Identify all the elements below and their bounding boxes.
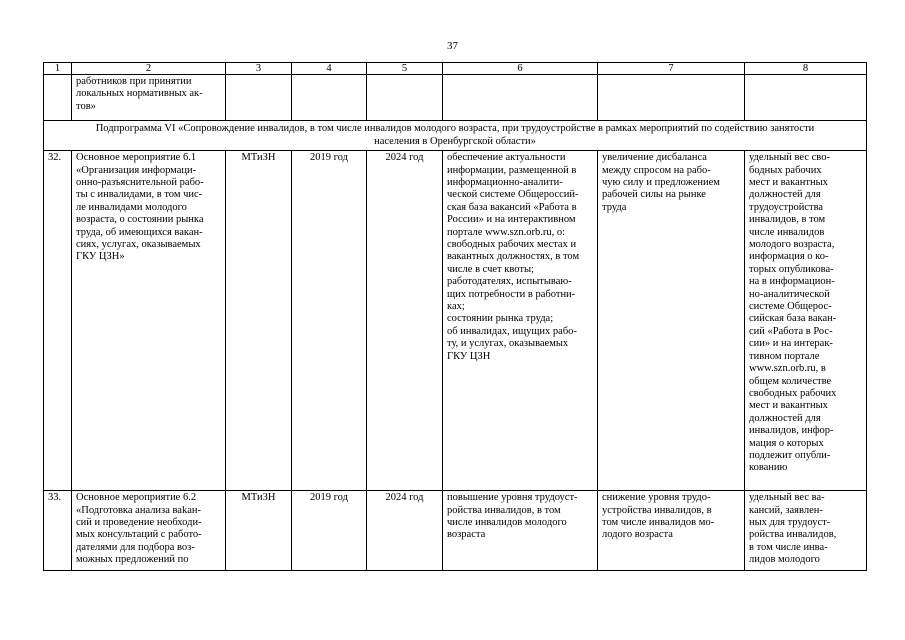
subprogram-title: Подпрограмма VI «Сопровождение инвалидов, в том числе инвалидов молодого возраста, при трудоустройстве в рамках мероприятий по содействию занятости населения в Оренбургской области» (44, 121, 867, 151)
end-cell: 2024 год (367, 151, 443, 491)
event-cell: Основное мероприятие 6.1 «Организация информаци- онно-разъяснительной рабо- ты с инвалидами, в том чис- ле инвалидами молодого возраста, о состоянии рынка труда, об имеющихся вакан- сиях, услугах, оказываемых ГКУ ЦЗН» (72, 151, 226, 491)
header-cell: 4 (292, 63, 367, 75)
executor-cell: МТиЗН (226, 491, 292, 571)
table-row (44, 491, 867, 571)
header-cell: 7 (598, 63, 745, 75)
header-cell: 3 (226, 63, 292, 75)
executor-cell: МТиЗН (226, 151, 292, 491)
header-cell: 6 (443, 63, 598, 75)
header-cell: 5 (367, 63, 443, 75)
event-cell: Основное мероприятие 6.2 «Подготовка анализа ваkан- сий и проведение необходи- мых консультаций с работо- дателями для подбора воз- можных предложений по (72, 491, 226, 571)
start-cell: 2019 год (292, 491, 367, 571)
table-row (44, 151, 867, 491)
header-cell: 8 (745, 63, 867, 75)
indicator-cell: удельный вес сво- бодных рабочих мест и вакантных должностей для трудоустройства инвалидов, в том числе инвалидов молодого возраста, информация о ко- торых опубликова- на в информацион- но-аналитической системе Общерос- сийская база вакан- сий «Работа в Рос- сии» и на интерак- тивном портале www.szn.orb.ru, в общем количестве свободных рабочих мест и вакантных должностей для инвалидов, инфор- мация о которых подлежит опубли- кованию (745, 151, 867, 491)
result-cell: обеспечение актуальности информации, размещенной в информационно-аналити- ческой системе Общероссий- ская база вакансий «Работа в России» и на интерактивном портале www.szn.orb.ru, о: свободных рабочих местах и вакантных должностях, в том числе в счет квоты; работодателях, испытываю- щих потребности в работни- ках; состоянии рынка труда; об инвалидах, ищущих рабо- ту, и услугах, оказываемых ГКУ ЦЗН (443, 151, 598, 491)
page-number: 37 (447, 40, 458, 52)
consequence-cell: снижение уровня трудо- устройства инвалидов, в том числе инвалидов мо- лодого возраста (598, 491, 745, 571)
consequence-cell: увеличение дисбаланса между спросом на рабо- чую силу и предложением рабочей силы на рынке труда (598, 151, 745, 491)
row-number: 32. (44, 151, 72, 491)
indicator-cell: удельный вес ва- кансий, заявлен- ных для трудоуст- ройства инвалидов, в том числе инва- лидов молодого (745, 491, 867, 571)
start-cell: 2019 год (292, 151, 367, 491)
row-number: 33. (44, 491, 72, 571)
event-cell: работников при принятии локальных нормативных ак- тов» (72, 75, 226, 121)
subprogram-row (44, 121, 867, 151)
result-cell: повышение уровня трудоуст- ройства инвалидов, в том числе инвалидов молодого возраста (443, 491, 598, 571)
header-cell: 2 (72, 63, 226, 75)
header-row (44, 63, 867, 75)
header-cell: 1 (44, 63, 72, 75)
end-cell: 2024 год (367, 491, 443, 571)
measures-table (43, 62, 867, 571)
continuation-row (44, 75, 867, 121)
